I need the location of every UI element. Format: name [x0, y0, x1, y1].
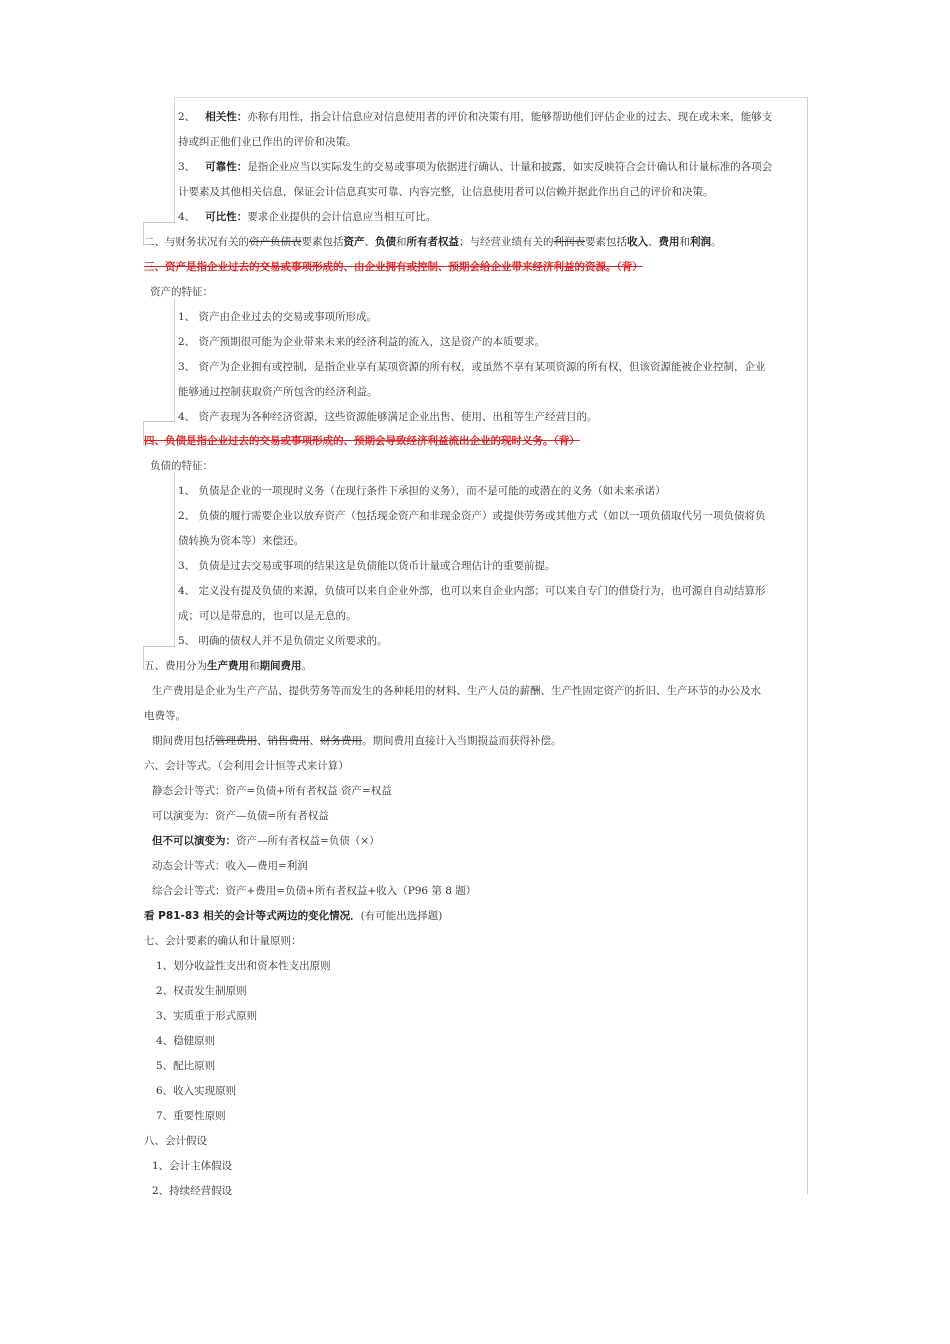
section-7-principles: 七、会计要素的确认和计量原则：: [144, 935, 302, 947]
item-heading: 可比性：: [205, 211, 248, 223]
frame-top-border: [174, 97, 808, 98]
asset-feature-3-continued: 能够通过控制获取资产所包含的经济利益。: [178, 386, 378, 398]
indent-guide: [174, 298, 175, 422]
indent-connector: [143, 646, 175, 647]
liability-feature-2: 2、 负债的履行需要企业以放弃资产（包括现金资产和非现金资产）或提供劳务或其他方式（如以一项负债取代另一项负债将负: [178, 510, 766, 522]
principle-item: 5、配比原则: [156, 1060, 216, 1072]
item-text: 要求企业提供的会计信息应当相互可比。: [247, 211, 437, 223]
liability-feature-4-continued: 成；可以是带息的，也可以是无息的。: [178, 610, 357, 622]
item-number: 4、: [178, 211, 196, 223]
section-6-accounting-equation: 六、会计等式。（会利用会计恒等式来计算）: [144, 760, 349, 772]
principle-item: 4、稳健原则: [156, 1035, 216, 1047]
principle-item: 6、收入实现原则: [156, 1085, 237, 1097]
liability-features-heading: 负债的特征：: [150, 460, 213, 472]
indent-guide: [174, 472, 175, 647]
section-8-assumptions: 八、会计假设: [144, 1135, 207, 1147]
item-heading: 相关性：: [205, 111, 248, 123]
reliability-continued: 计要素及其他相关信息，保证会计信息真实可靠、内容完整，让信息使用者可以信赖并据此作出自己的评价和决策。: [178, 186, 714, 198]
comparability-item: [178, 205, 436, 230]
item-number: 3、: [178, 161, 196, 173]
indent-guide: [174, 97, 175, 223]
liability-feature-1: 1、 负债是企业的一项现时义务（在现行条件下承担的义务），而不是可能的或潜在的义务（如未来承诺）: [178, 485, 666, 497]
period-expense-text: 期间费用包括管理费用、销售费用、财务费用。期间费用直接计入当期损益而获得补偿。: [152, 735, 562, 747]
section-4-liability-definition: 四、负债是指企业过去的交易或事项形成的、预期会导致经济利益流出企业的现时义务。（背）: [144, 435, 580, 447]
asset-features-heading: 资产的特征：: [150, 286, 213, 298]
item-text: 亦称有用性，指会计信息应对信息使用者的评价和决策有用，能够帮助他们评估企业的过去、现在或未来，能够支: [247, 111, 773, 123]
asset-feature-1: 1、 资产由企业过去的交易或事项所形成。: [178, 311, 378, 323]
production-cost-continued: 电费等。: [144, 710, 186, 722]
liability-feature-2-continued: 债转换为资本等）来偿还。: [178, 535, 304, 547]
liability-feature-5: 5、 明确的债权人并不是负债定义所要求的。: [178, 635, 388, 647]
indent-connector: [143, 222, 175, 223]
principle-item: 1、划分收益性支出和资本性支出原则: [156, 960, 331, 972]
item-number: 2、: [178, 111, 196, 123]
principle-item: 7、重要性原则: [156, 1110, 226, 1122]
section-3-asset-definition: 三、资产是指企业过去的交易或事项形成的、由企业拥有或控制、预期会给企业带来经济利益的资源。（背）: [144, 261, 643, 273]
frame-right-border: [807, 97, 808, 1194]
asset-feature-4: 4、 资产表现为各种经济资源，这些资源能够满足企业出售、使用、出租等生产经营目的。: [178, 411, 598, 423]
relevance-continued: 持或纠正他们业已作出的评价和决策。: [178, 136, 357, 148]
production-cost-text: 生产费用是企业为生产产品、提供劳务等而发生的各种耗用的材料、生产人员的薪酬、生产性固定资产的折旧、生产环节的办公及水: [152, 685, 761, 697]
reference-note: 看 P81-83 相关的会计等式两边的变化情况．(有可能出选择题): [144, 910, 443, 922]
assumption-item: 2、持续经营假设: [152, 1185, 233, 1197]
reliability-item: [178, 155, 772, 180]
derived-equation: 可以演变为：资产—负债=所有者权益: [152, 810, 329, 822]
section-5-expenses: 五、费用分为生产费用和期间费用。: [144, 660, 312, 672]
assumption-item: 1、会计主体假设: [152, 1160, 233, 1172]
item-text: 是指企业应当以实际发生的交易或事项为依据进行确认、计量和披露，如实反映符合会计确认和计量标准的各项会: [247, 161, 773, 173]
principle-item: 2、权责发生制原则: [156, 985, 247, 997]
asset-feature-2: 2、 资产预期很可能为企业带来未来的经济利益的流入，这是资产的本质要求。: [178, 336, 546, 348]
principle-item: 3、实质重于形式原则: [156, 1010, 258, 1022]
indent-connector: [143, 421, 175, 422]
asset-feature-3: 3、 资产为企业拥有或控制，是指企业享有某项资源的所有权，或虽然不享有某项资源的所有权，但该资源能被企业控制，企业: [178, 361, 766, 373]
dynamic-equation: 动态会计等式：收入—费用=利润: [152, 860, 308, 872]
invalid-derivation: 但不可以演变为：资产—所有者权益=负债（×）: [152, 835, 380, 847]
relevance-item: [178, 105, 772, 130]
combined-equation: 综合会计等式：资产+费用=负债+所有者权益+收入（P96 第 8 题）: [152, 885, 477, 897]
static-equation: 静态会计等式：资产=负债+所有者权益 资产=权益: [152, 785, 392, 797]
liability-feature-3: 3、 负债是过去交易或事项的结果这是负债能以货币计量或合理估计的重要前提。: [178, 560, 556, 572]
item-heading: 可靠性：: [205, 161, 248, 173]
liability-feature-4: 4、 定义没有提及负债的来源，负债可以来自企业外部，也可以来自企业内部；可以来自专门的借贷行为，也可源自自动结算形: [178, 585, 766, 597]
section-2-elements: 二、与财务状况有关的资产负债表要素包括资产、负债和所有者权益；与经营业绩有关的利润表要素包括收入、费用和利润。: [144, 236, 722, 248]
